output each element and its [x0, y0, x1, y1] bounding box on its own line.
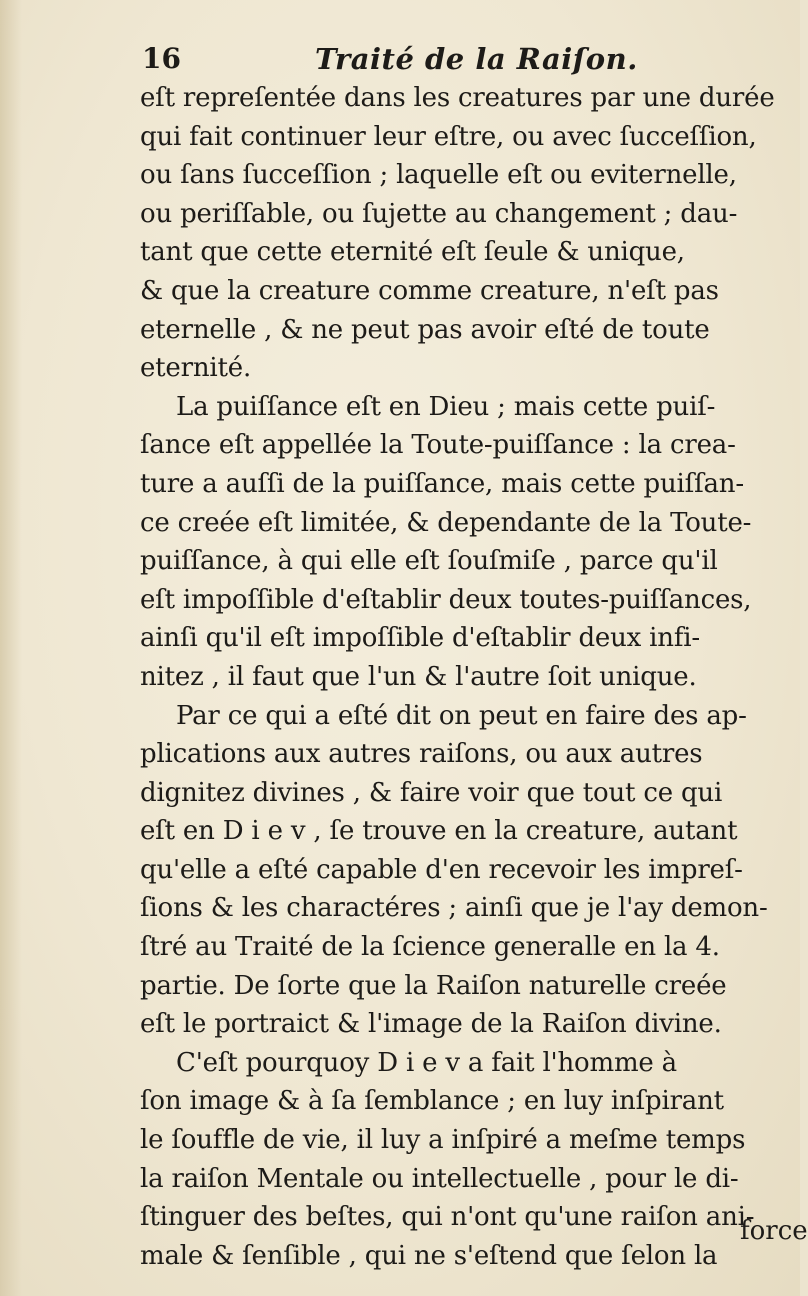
text-line: tant que cette eternité eſt ſeule & unique,: [140, 237, 685, 268]
text-line: eternité.: [140, 353, 252, 384]
text-line: ou ſans ſucceſſion ; laquelle eſt ou eviternelle,: [140, 160, 737, 191]
running-title: Traité de la Raiſon.: [315, 42, 638, 76]
text-line: nitez , il faut que l'un & l'autre ſoit unique.: [140, 661, 697, 692]
text-line: ſtinguer des beſtes, qui n'ont qu'une raiſon ani-: [140, 1202, 755, 1233]
text-line: eternelle , & ne peut pas avoir eſté de toute: [140, 314, 710, 345]
text-line: eſt repreſentée dans les creatures par une durée: [140, 83, 775, 113]
page-header: [140, 40, 660, 84]
text-line: ou periſſable, ou ſujette au changement ; dau-: [140, 198, 738, 229]
text-line: ſions & les charactéres ; ainſi que je l'ay demon-: [140, 893, 768, 924]
body-text: [140, 79, 788, 1275]
text-line: qu'elle a eſté capable d'en recevoir les impreſ-: [140, 854, 743, 885]
page-fold-shadow: [0, 0, 22, 1296]
text-line: puiſſance, à qui elle eſt ſouſmiſe , parce qu'il: [140, 546, 718, 577]
text-line: ſon image & à ſa ſemblance ; en luy inſpirant: [140, 1086, 724, 1117]
text-line: male & ſenſible , qui ne s'eſtend que ſelon la: [140, 1240, 718, 1271]
text-line: partie. De ſorte que la Raiſon naturelle creée: [140, 970, 727, 1001]
catchword: force: [740, 1216, 808, 1246]
text-line: La puiſſance eſt en Dieu ; mais cette puiſ-: [176, 391, 716, 422]
text-line: la raiſon Mentale ou intellectuelle , pour le di-: [140, 1163, 739, 1194]
text-line: ſance eſt appellée la Toute-puiſſance : la crea-: [140, 430, 736, 461]
text-line: ture a auſſi de la puiſſance, mais cette puiſſan-: [140, 468, 744, 499]
text-line: eſt en D i e v , ſe trouve en la creature, autant: [140, 816, 738, 847]
text-line: le ſouffle de vie, il luy a inſpiré a meſme temps: [140, 1125, 746, 1156]
text-line: eſt le portraict & l'image de la Raiſon divine.: [140, 1009, 722, 1040]
text-line: qui fait continuer leur eſtre, ou avec ſucceſſion,: [140, 121, 757, 152]
page-number: 16: [142, 42, 181, 75]
text-line: & que la creature comme creature, n'eſt pas: [140, 275, 719, 306]
text-line: dignitez divines , & faire voir que tout ce qui: [140, 777, 723, 808]
text-line: eſt impoſſible d'eſtablir deux toutes-puiſſances,: [140, 584, 752, 615]
text-line: ainſi qu'il eſt impoſſible d'eſtablir deux infi-: [140, 623, 700, 654]
text-line: Par ce qui a eſté dit on peut en faire des ap-: [176, 700, 747, 731]
text-line: plications aux autres raiſons, ou aux autres: [140, 739, 703, 770]
text-line: ce creée eſt limitée, & dependante de la Toute-: [140, 507, 752, 538]
text-line: C'eſt pourquoy D i e v a fait l'homme à: [176, 1047, 677, 1078]
text-line: ſtré au Traité de la ſcience generalle en la 4.: [140, 932, 720, 963]
